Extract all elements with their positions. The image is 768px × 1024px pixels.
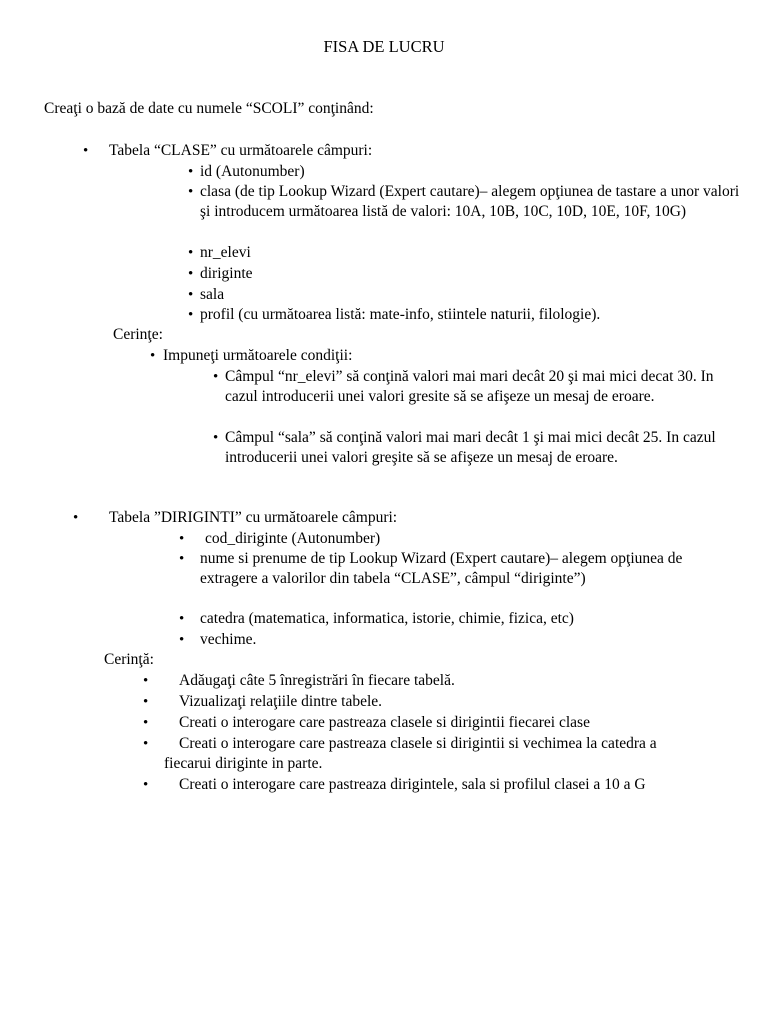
bullet-icon: • bbox=[213, 430, 219, 446]
requirements-label: Cerinţă: bbox=[104, 651, 154, 668]
bullet-icon: • bbox=[179, 632, 185, 648]
bullet-icon: • bbox=[188, 245, 194, 261]
bullet-icon: • bbox=[179, 531, 185, 547]
field-item: diriginte bbox=[200, 265, 253, 282]
bullet-icon: • bbox=[73, 510, 79, 526]
field-item: cod_diriginte (Autonumber) bbox=[205, 530, 381, 547]
condition-item: Câmpul “nr_elevi” să conţină valori mai mari decât 20 şi mai mici decat 30. In cazul introducerii unei valori gresite să se afişeze un mesaj de eroare. bbox=[225, 368, 714, 406]
task-item: Creati o interogare care pastreaza clasele si dirigintii si vechimea la catedra a fiecarui diriginte in parte. bbox=[164, 735, 657, 773]
section1-heading: Tabela “CLASE” cu următoarele câmpuri: bbox=[109, 142, 373, 159]
bullet-icon: • bbox=[179, 551, 185, 567]
field-item: catedra (matematica, informatica, istorie, chimie, fizica, etc) bbox=[200, 610, 574, 627]
condition-item: Câmpul “sala” să conţină valori mai mari decât 1 şi mai mici decât 25. In cazul introducerii unei valori greşite să se afişeze un mesaj de eroare. bbox=[225, 429, 716, 467]
field-item: sala bbox=[200, 286, 225, 303]
section2-heading: Tabela ”DIRIGINTI” cu următoarele câmpuri: bbox=[109, 509, 398, 526]
field-item: nume si prenume de tip Lookup Wizard (Expert cautare)– alegem opţiunea de extragere a valorilor din tabela “CLASE”, câmpul “diriginte”) bbox=[200, 550, 683, 588]
task-item: Adăugaţi câte 5 înregistrări în fiecare tabelă. bbox=[179, 672, 455, 689]
field-item: vechime. bbox=[200, 631, 257, 648]
bullet-icon: • bbox=[188, 184, 194, 200]
page-title: FISA DE LUCRU bbox=[323, 37, 445, 56]
bullet-icon: • bbox=[188, 307, 194, 323]
requirements-label: Cerinţe: bbox=[113, 326, 163, 343]
bullet-icon: • bbox=[213, 369, 219, 385]
bullet-icon: • bbox=[143, 715, 149, 731]
bullet-icon: • bbox=[150, 348, 156, 364]
bullet-icon: • bbox=[143, 673, 149, 689]
requirement-main: Impuneţi următoarele condiţii: bbox=[163, 347, 353, 364]
bullet-icon: • bbox=[188, 287, 194, 303]
task-item: Creati o interogare care pastreaza dirigintele, sala si profilul clasei a 10 a G bbox=[179, 776, 646, 793]
field-item: profil (cu următoarea listă: mate-info, stiintele naturii, filologie). bbox=[200, 306, 601, 323]
bullet-icon: • bbox=[188, 164, 194, 180]
bullet-icon: • bbox=[143, 736, 149, 752]
bullet-icon: • bbox=[143, 694, 149, 710]
task-item: Vizualizaţi relaţiile dintre tabele. bbox=[179, 693, 383, 710]
field-item: clasa (de tip Lookup Wizard (Expert cautare)– alegem opţiunea de tastare a unor valori şi introducem următoarea listă de valori: 10A, 10B, 10C, 10D, 10E, 10F, 10G) bbox=[200, 183, 740, 221]
field-item: nr_elevi bbox=[200, 244, 251, 261]
intro-text: Creaţi o bază de date cu numele “SCOLI” conţinând: bbox=[44, 100, 374, 117]
field-item: id (Autonumber) bbox=[200, 163, 305, 180]
bullet-icon: • bbox=[188, 266, 194, 282]
bullet-icon: • bbox=[83, 143, 89, 159]
bullet-icon: • bbox=[179, 611, 185, 627]
task-item: Creati o interogare care pastreaza clasele si dirigintii fiecarei clase bbox=[179, 714, 590, 731]
bullet-icon: • bbox=[143, 777, 149, 793]
